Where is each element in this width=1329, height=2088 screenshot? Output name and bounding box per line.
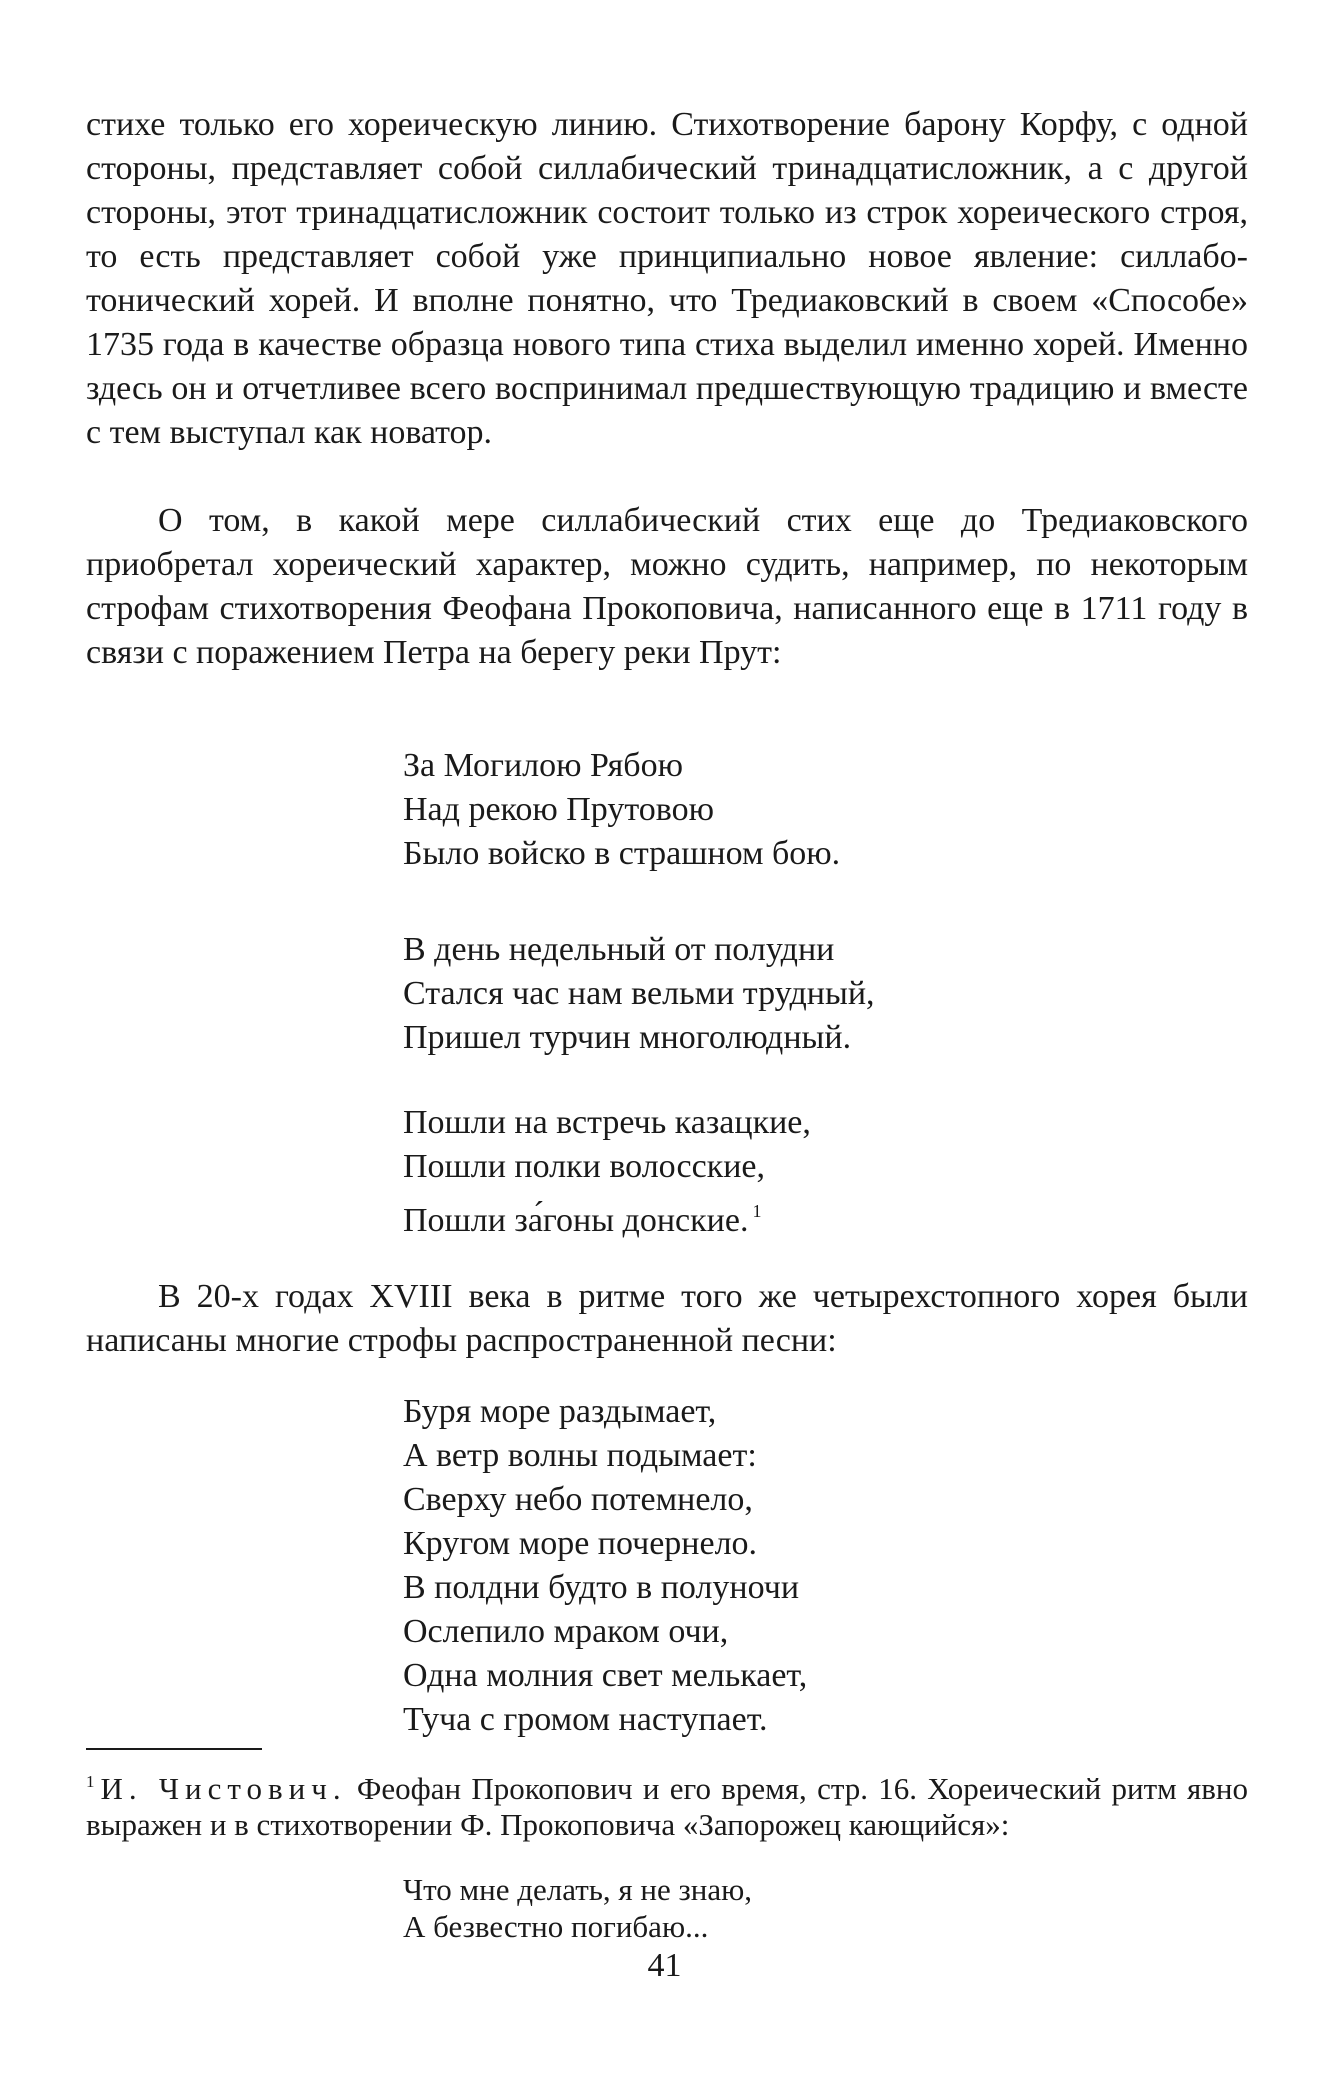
verse-line: А ветр волны подымает: [403,1437,757,1474]
footnote-author: И. Чистович. [100,1771,347,1806]
footnote-verse-line: А безвестно погибаю... [403,1909,709,1944]
paragraph-1-text: стихе только его хореическую линию. Стихотворение барону Корфу, с одной стороны, представляет собой силлабический тринадцатисложник, а с другой стороны, этот тринадцатисложник состоит только из строк хореического строя, то есть представляет собой уже принципиально новое явление: силлабо-тонический хорей. И вполне понятно, что Тредиаковский в своем «Способе» 1735 года в качестве образца нового типа стиха выделил именно хорей. Именно здесь он и отчетливее всего воспринимал предшествующую традицию и вместе с тем выступал как новатор. [86,106,1248,451]
verse-line: Сверху небо потемнело, [403,1481,753,1518]
verse-line: Пошли полки волосские, [403,1148,765,1185]
verse-stanza-2 [403,928,875,1060]
paragraph-3-text: В 20-х годах XVIII века в ритме того же четырехстопного хорея были написаны многие строфы распространенной песни: [86,1278,1248,1359]
paragraph-1 [86,103,1248,455]
footnote-text: Феофан Прокопович и его время, стр. 16. Хореический ритм явно выражен и в стихотворении Ф. Прокоповича «Запорожец кающийся»: [86,1771,1248,1842]
footnote-marker: 1 [86,1772,95,1791]
page-number: 41 [647,1947,682,1984]
paragraph-2-text: О том, в какой мере силлабический стих еще до Тредиаковского приобретал хореический характер, можно судить, например, по некоторым строфам стихотворения Феофана Прокоповича, написанного еще в 1711 году в связи с поражением Петра на берегу реки Прут: [86,502,1248,671]
verse-line: Пришел турчин многолюдный. [403,1019,852,1056]
verse-line: За Могилою Рябою [403,747,683,784]
paragraph-3 [86,1275,1248,1363]
verse-line: Над рекою Прутовою [403,791,714,828]
footnote-separator [86,1748,262,1750]
footnote-reference: 1 [752,1201,762,1221]
paragraph-2 [86,499,1248,675]
verse-line: Стался час нам вельми трудный, [403,975,875,1012]
verse-line: Было войско в страшном бою. [403,835,841,872]
verse-stanza-3 [403,1101,811,1239]
verse-line: Одна молния свет мелькает, [403,1657,808,1694]
verse-line: Туча с громом наступает. [403,1701,768,1738]
verse-line: Ослепило мраком очи, [403,1613,729,1650]
verse-line: В день недельный от полудни [403,931,835,968]
verse-line: В полдни будто в полуночи [403,1569,800,1606]
verse-stanza-1 [403,744,840,876]
footnote [86,1764,1248,1843]
verse-line-text: Пошли за́гоны донские. [403,1202,749,1239]
verse-song [403,1390,807,1742]
verse-line: Буря море раздымает, [403,1393,717,1430]
verse-line: Пошли на встречь казацкие, [403,1104,811,1141]
verse-line: Кругом море почернело. [403,1525,758,1562]
footnote-verse [403,1871,752,1945]
footnote-verse-line: Что мне делать, я не знаю, [403,1872,753,1907]
verse-line [403,1189,811,1239]
